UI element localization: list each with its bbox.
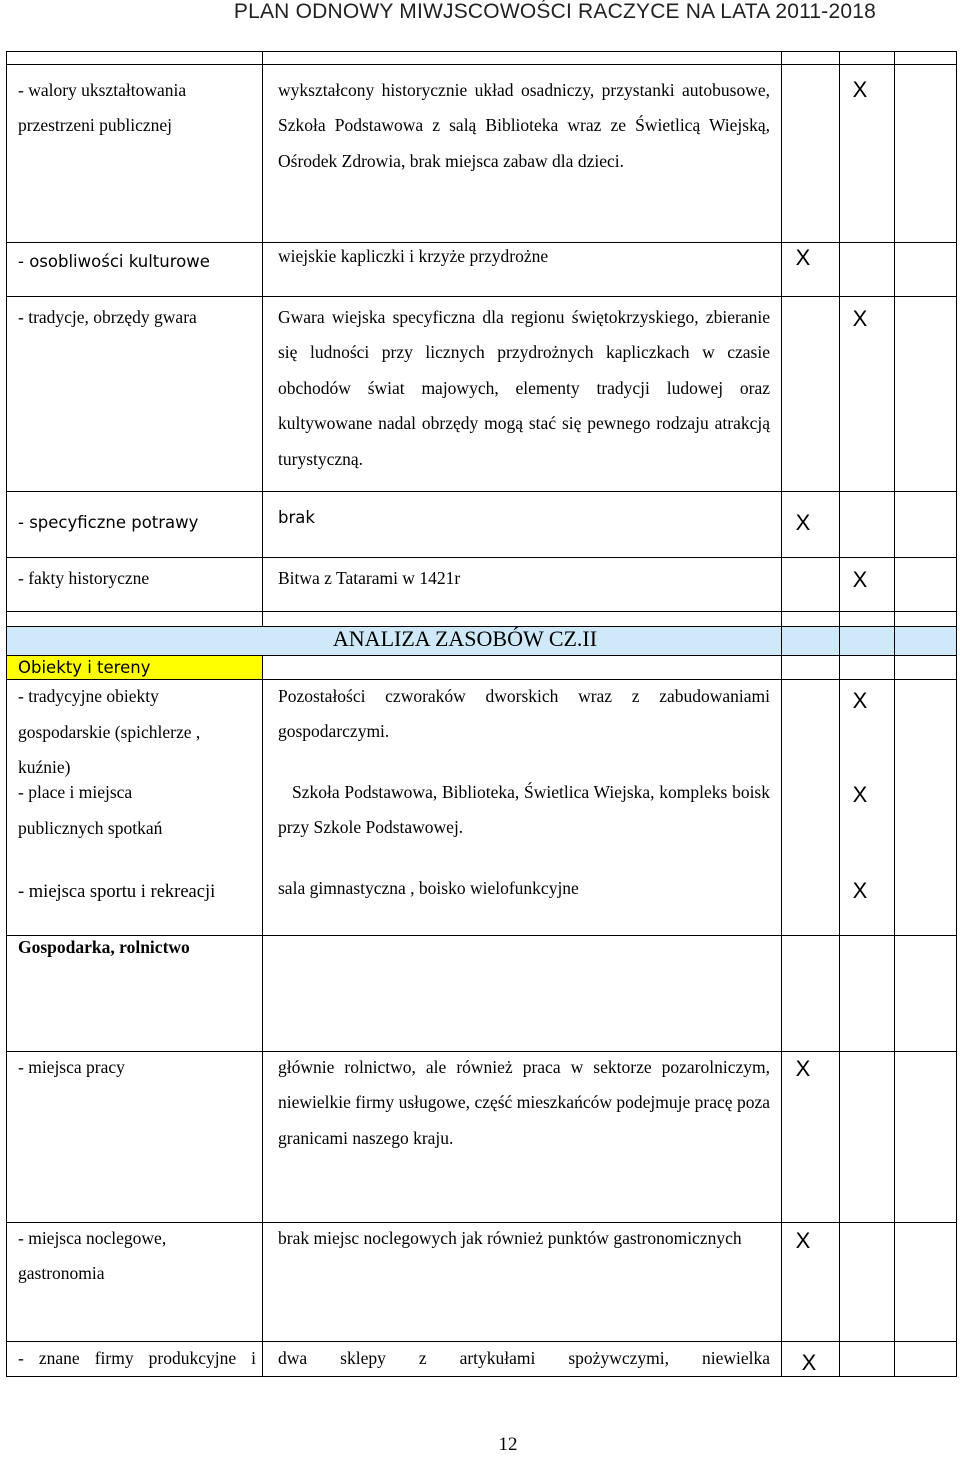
row-description: brak miejsc noclegowych jak również punktów gastronomicznych (278, 1228, 742, 1248)
group-label: Obiekty i tereny (18, 658, 151, 677)
x-mark: X (795, 245, 811, 270)
row-label-line: publicznych spotkań (18, 818, 163, 838)
row-label: - osobliwości kulturowe (18, 252, 210, 271)
row-description: brak (278, 508, 315, 527)
x-mark: X (795, 1056, 811, 1081)
row-label: - miejsca pracy (18, 1057, 125, 1077)
page-number: 12 (498, 1434, 518, 1455)
row-description: Bitwa z Tatarami w 1421r (278, 568, 461, 588)
header-title: PLAN ODNOWY MIWJSCOWOŚCI RACZYCE NA LATA 2011-2018 (233, 0, 876, 23)
row-description: wiejskie kapliczki i krzyże przydrożne (278, 246, 549, 266)
x-mark: X (795, 1228, 811, 1253)
row-description: sala gimnastyczna , boisko wielofunkcyjne (278, 878, 579, 898)
row-label: - tradycje, obrzędy gwara (18, 307, 197, 327)
row-label-line: gospodarskie (spichlerze , (18, 722, 201, 742)
row-description: dwa sklepy z artykułami spożywczymi, niewielka (278, 1348, 770, 1368)
row-description: głównie rolnictwo, ale również praca w sektorze pozarolniczym, niewielkie firmy usługowe, część mieszkańców podejmuje pracę poza granicami naszego kraju. (278, 1057, 770, 1148)
x-mark: X (852, 567, 868, 592)
row-description: Gwara wiejska specyficzna dla regionu świętokrzyskiego, zbieranie się ludności przy licznych przydrożnych kapliczkach w czasie obchodów świat majowych, elementy tradycji ludowej oraz kultywowane nadal obrzędy mogą stać się pewnego rodzaju atrakcją turystyczną. (278, 307, 770, 469)
x-mark: X (852, 782, 868, 807)
row-description: wykształcony historycznie układ osadniczy, przystanki autobusowe, Szkoła Podstawowa z salą Biblioteka wraz ze Świetlicą Wiejską, Ośrodek Zdrowia, brak miejsca zabaw dla dzieci. (278, 80, 770, 171)
x-mark: X (795, 510, 811, 535)
row-label-line: - miejsca sportu i rekreacji (18, 882, 216, 902)
x-mark: X (852, 878, 868, 903)
row-description: Pozostałości czworaków dworskich wraz z zabudowaniami gospodarczymi. (278, 686, 770, 742)
page-header (0, 0, 960, 30)
row-label-line: kuźnie) (18, 757, 71, 777)
row-label-line: - tradycyjne obiekty (18, 686, 159, 706)
row-label-line: - place i miejsca (18, 782, 133, 802)
row-label: - walory ukształtowania przestrzeni publicznej (18, 80, 187, 136)
row-description: Szkoła Podstawowa, Biblioteka, Świetlica Wiejska, kompleks boisk przy Szkole Podstawowej. (278, 782, 770, 838)
section-title: Gospodarka, rolnictwo (18, 937, 190, 957)
x-mark: X (852, 306, 868, 331)
x-mark: X (852, 77, 868, 102)
row-label: - specyficzne potrawy (18, 513, 199, 532)
section-title: ANALIZA ZASOBÓW CZ.II (332, 626, 598, 651)
x-mark: X (801, 1350, 817, 1375)
x-mark: X (852, 688, 868, 713)
row-label: - fakty historyczne (18, 568, 150, 588)
row-label: - znane firmy produkcyjne i (18, 1348, 256, 1368)
row-label: - miejsca noclegowe, gastronomia (18, 1228, 167, 1284)
